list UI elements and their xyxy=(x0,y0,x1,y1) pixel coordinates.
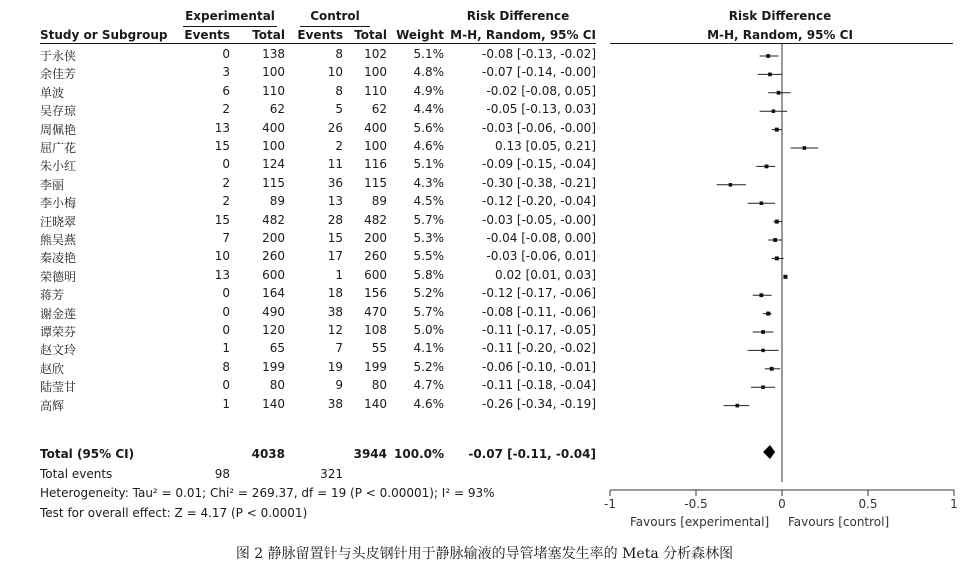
study-study-name: 余佳芳 xyxy=(40,67,77,82)
study-weight: 4.5% xyxy=(413,194,444,209)
study-point xyxy=(772,109,776,113)
study-events-2: 17 xyxy=(327,249,343,264)
study-events-1: 6 xyxy=(222,83,230,98)
study-ci: -0.06 [-0.10, -0.01] xyxy=(482,359,596,374)
study-events-1: 7 xyxy=(222,231,230,245)
total-weight: 100.0% xyxy=(394,447,444,461)
study-point xyxy=(775,128,779,132)
study-weight: 4.6% xyxy=(413,396,444,411)
study-total-2: 156 xyxy=(364,286,387,301)
header-events-1: Events xyxy=(184,28,230,42)
study-total-1: 120 xyxy=(262,323,285,337)
header-method: M-H, Random, 95% CI xyxy=(450,28,596,42)
study-ci: -0.03 [-0.06, 0.01] xyxy=(486,249,596,264)
study-total-2: 100 xyxy=(364,139,387,153)
study-study-name: 赵文玲 xyxy=(40,343,77,358)
total-events-2: 321 xyxy=(320,467,343,481)
study-total-2: 470 xyxy=(364,304,387,319)
study-events-1: 15 xyxy=(214,212,230,227)
study-events-1: 0 xyxy=(222,323,230,337)
study-total-2: 260 xyxy=(364,249,387,264)
study-study-name: 荣德明 xyxy=(40,269,77,284)
study-total-2: 80 xyxy=(371,378,387,393)
study-total-2: 55 xyxy=(371,341,387,356)
study-events-2: 11 xyxy=(327,157,343,172)
study-total-1: 62 xyxy=(269,102,285,117)
header-total-2: Total xyxy=(354,28,387,42)
study-point xyxy=(775,256,779,260)
study-ci: -0.07 [-0.14, -0.00] xyxy=(482,65,596,80)
study-ci: -0.12 [-0.20, -0.04] xyxy=(482,194,596,209)
study-ci: -0.08 [-0.11, -0.06] xyxy=(482,304,596,319)
study-events-2: 12 xyxy=(327,323,343,337)
total-label: Total (95% CI) xyxy=(40,447,135,461)
study-total-2: 400 xyxy=(364,120,387,135)
study-study-name: 蒋芳 xyxy=(40,288,65,303)
study-total-1: 100 xyxy=(262,139,285,153)
study-weight: 5.7% xyxy=(413,304,444,319)
study-weight: 4.7% xyxy=(413,378,444,393)
study-point xyxy=(783,275,787,279)
study-weight: 5.7% xyxy=(413,212,444,227)
study-total-2: 110 xyxy=(364,83,387,98)
study-study-name: 单波 xyxy=(40,85,65,100)
overall-effect-text: Test for overall effect: Z = 4.17 (P < 0.0001) xyxy=(40,506,308,520)
study-weight: 5.1% xyxy=(413,47,444,61)
study-ci: -0.09 [-0.15, -0.04] xyxy=(482,157,596,172)
header-total-1: Total xyxy=(252,28,285,42)
x-tick-label: -0.5 xyxy=(684,497,708,511)
study-events-1: 8 xyxy=(222,359,230,374)
header-plot-method: M-H, Random, 95% CI xyxy=(707,28,853,42)
x-tick-label: -1 xyxy=(604,497,616,511)
study-events-2: 38 xyxy=(327,396,343,411)
study-weight: 5.3% xyxy=(413,231,444,245)
study-total-2: 102 xyxy=(364,47,387,61)
study-events-2: 13 xyxy=(327,194,343,209)
study-ci: -0.05 [-0.13, 0.03] xyxy=(486,102,596,117)
study-point xyxy=(803,146,807,150)
header-events-2: Events xyxy=(297,28,343,42)
study-events-2: 10 xyxy=(327,65,343,80)
study-study-name: 汪晓翠 xyxy=(40,214,77,229)
study-ci: -0.11 [-0.20, -0.02] xyxy=(482,341,596,356)
study-events-1: 0 xyxy=(222,157,230,172)
study-ci: 0.13 [0.05, 0.21] xyxy=(495,139,596,153)
study-ci: -0.11 [-0.17, -0.05] xyxy=(482,323,596,337)
study-point xyxy=(761,330,765,334)
study-events-2: 36 xyxy=(327,175,343,190)
study-total-2: 482 xyxy=(364,212,387,227)
study-total-1: 260 xyxy=(262,249,285,264)
study-ci: -0.02 [-0.08, 0.05] xyxy=(486,83,596,98)
study-point xyxy=(775,220,779,224)
study-point xyxy=(760,201,764,205)
study-weight: 4.6% xyxy=(413,139,444,153)
header-plot-title: Risk Difference xyxy=(728,9,832,23)
study-total-1: 490 xyxy=(262,304,285,319)
study-study-name: 熊吴燕 xyxy=(40,233,77,247)
study-total-1: 124 xyxy=(262,157,285,172)
study-events-1: 15 xyxy=(214,139,230,153)
study-events-2: 18 xyxy=(327,286,343,301)
study-point xyxy=(770,367,774,371)
study-point xyxy=(768,73,772,77)
study-ci: -0.12 [-0.17, -0.06] xyxy=(482,286,596,301)
study-study-name: 李小梅 xyxy=(40,196,77,211)
study-study-name: 赵欣 xyxy=(40,361,65,376)
study-events-2: 9 xyxy=(335,378,343,393)
study-ci: -0.30 [-0.38, -0.21] xyxy=(482,175,596,190)
study-events-2: 15 xyxy=(327,231,343,245)
study-events-2: 8 xyxy=(335,47,343,61)
study-weight: 5.6% xyxy=(413,120,444,135)
study-total-2: 100 xyxy=(364,65,387,80)
study-point xyxy=(777,91,781,95)
study-study-name: 周佩艳 xyxy=(40,122,77,137)
study-total-2: 108 xyxy=(364,323,387,337)
study-ci: -0.03 [-0.05, -0.00] xyxy=(482,212,596,227)
figure-caption: 图 2 静脉留置针与头皮钢针用于静脉输液的导管堵塞发生率的 Meta 分析森林图 xyxy=(235,546,734,562)
study-total-2: 116 xyxy=(364,157,387,172)
study-total-2: 89 xyxy=(371,194,387,209)
study-total-1: 115 xyxy=(262,175,285,190)
study-point xyxy=(735,404,739,408)
study-total-1: 400 xyxy=(262,120,285,135)
study-study-name: 谭荣芬 xyxy=(40,325,77,339)
x-tick-label: 0.5 xyxy=(858,497,878,511)
study-total-2: 62 xyxy=(371,102,387,117)
total-n1: 4038 xyxy=(251,447,285,461)
study-total-1: 89 xyxy=(269,194,285,209)
study-total-2: 199 xyxy=(364,359,387,374)
study-total-2: 115 xyxy=(364,175,387,190)
study-events-1: 0 xyxy=(222,304,230,319)
study-events-2: 28 xyxy=(327,212,343,227)
favours-control-label: Favours [control] xyxy=(788,515,890,529)
study-events-2: 38 xyxy=(327,304,343,319)
pooled-diamond xyxy=(763,445,775,459)
study-events-1: 1 xyxy=(222,341,230,356)
x-tick-label: 0 xyxy=(778,497,786,511)
study-total-2: 200 xyxy=(364,231,387,245)
study-total-1: 110 xyxy=(262,83,285,98)
study-point xyxy=(761,385,765,389)
study-study-name: 吴存琼 xyxy=(40,104,77,119)
study-total-2: 600 xyxy=(364,267,387,282)
study-study-name: 朱小红 xyxy=(40,159,77,174)
study-study-name: 于永侠 xyxy=(40,49,77,63)
study-weight: 5.8% xyxy=(413,267,444,282)
study-ci: 0.02 [0.01, 0.03] xyxy=(495,267,596,282)
study-weight: 5.2% xyxy=(413,286,444,301)
study-events-2: 26 xyxy=(327,120,343,135)
study-events-1: 2 xyxy=(222,175,230,190)
study-events-1: 0 xyxy=(222,47,230,61)
study-study-name: 李丽 xyxy=(40,177,65,192)
heterogeneity-text: Heterogeneity: Tau² = 0.01; Chi² = 269.37, df = 19 (P < 0.00001); I² = 93% xyxy=(40,486,495,500)
study-study-name: 高辉 xyxy=(40,398,65,413)
total-events-1: 98 xyxy=(214,467,230,481)
study-events-2: 5 xyxy=(335,102,343,117)
study-events-1: 2 xyxy=(222,102,230,117)
study-total-1: 600 xyxy=(262,267,285,282)
header-weight: Weight xyxy=(396,28,444,42)
study-total-1: 482 xyxy=(262,212,285,227)
study-point xyxy=(761,349,764,352)
study-events-1: 3 xyxy=(222,65,230,80)
study-total-1: 200 xyxy=(262,231,285,245)
study-point xyxy=(766,312,770,316)
study-point xyxy=(759,293,763,297)
study-ci: -0.03 [-0.06, -0.00] xyxy=(482,120,596,135)
study-weight: 5.5% xyxy=(413,249,444,264)
study-point xyxy=(765,165,769,169)
x-tick-label: 1 xyxy=(950,497,958,511)
study-total-1: 199 xyxy=(262,359,285,374)
study-study-name: 谢金莲 xyxy=(40,306,77,321)
study-study-name: 陆莹甘 xyxy=(40,380,77,395)
study-events-1: 13 xyxy=(214,120,230,135)
study-total-1: 80 xyxy=(269,378,285,393)
study-events-1: 10 xyxy=(214,249,230,264)
study-events-1: 0 xyxy=(222,286,230,301)
total-ci: -0.07 [-0.11, -0.04] xyxy=(468,447,596,461)
header-experimental: Experimental xyxy=(185,9,275,23)
study-events-2: 1 xyxy=(335,267,343,282)
study-point xyxy=(729,183,733,187)
header-risk-difference: Risk Difference xyxy=(466,9,570,23)
study-total-1: 164 xyxy=(262,286,285,301)
study-weight: 4.4% xyxy=(413,102,444,117)
study-study-name: 秦凌艳 xyxy=(40,251,77,266)
study-point xyxy=(773,238,777,242)
study-ci: -0.11 [-0.18, -0.04] xyxy=(482,378,596,393)
study-events-2: 7 xyxy=(335,341,343,356)
header-control: Control xyxy=(310,9,360,23)
study-weight: 4.8% xyxy=(413,65,444,80)
favours-experimental-label: Favours [experimental] xyxy=(630,515,770,529)
study-weight: 5.2% xyxy=(413,359,444,374)
study-events-1: 0 xyxy=(222,378,230,393)
study-ci: -0.08 [-0.13, -0.02] xyxy=(482,47,596,61)
total-events-label: Total events xyxy=(40,467,113,481)
study-weight: 5.1% xyxy=(413,157,444,172)
study-events-2: 8 xyxy=(335,83,343,98)
study-weight: 4.9% xyxy=(413,83,444,98)
study-point xyxy=(766,54,770,58)
study-events-2: 2 xyxy=(335,139,343,153)
study-total-1: 100 xyxy=(262,65,285,80)
study-events-1: 1 xyxy=(222,396,230,411)
study-total-2: 140 xyxy=(364,396,387,411)
study-ci: -0.04 [-0.08, 0.00] xyxy=(486,231,596,245)
study-total-1: 140 xyxy=(262,396,285,411)
header-study: Study or Subgroup xyxy=(40,28,168,42)
study-events-2: 19 xyxy=(327,359,343,374)
study-weight: 5.0% xyxy=(413,323,444,337)
study-study-name: 屈广花 xyxy=(40,141,77,155)
study-weight: 4.3% xyxy=(413,175,444,190)
study-events-1: 2 xyxy=(222,194,230,209)
study-total-1: 65 xyxy=(269,341,285,356)
study-events-1: 13 xyxy=(214,267,230,282)
study-total-1: 138 xyxy=(262,47,285,61)
study-ci: -0.26 [-0.34, -0.19] xyxy=(482,396,596,411)
study-weight: 4.1% xyxy=(413,341,444,356)
total-n2: 3944 xyxy=(353,447,387,461)
